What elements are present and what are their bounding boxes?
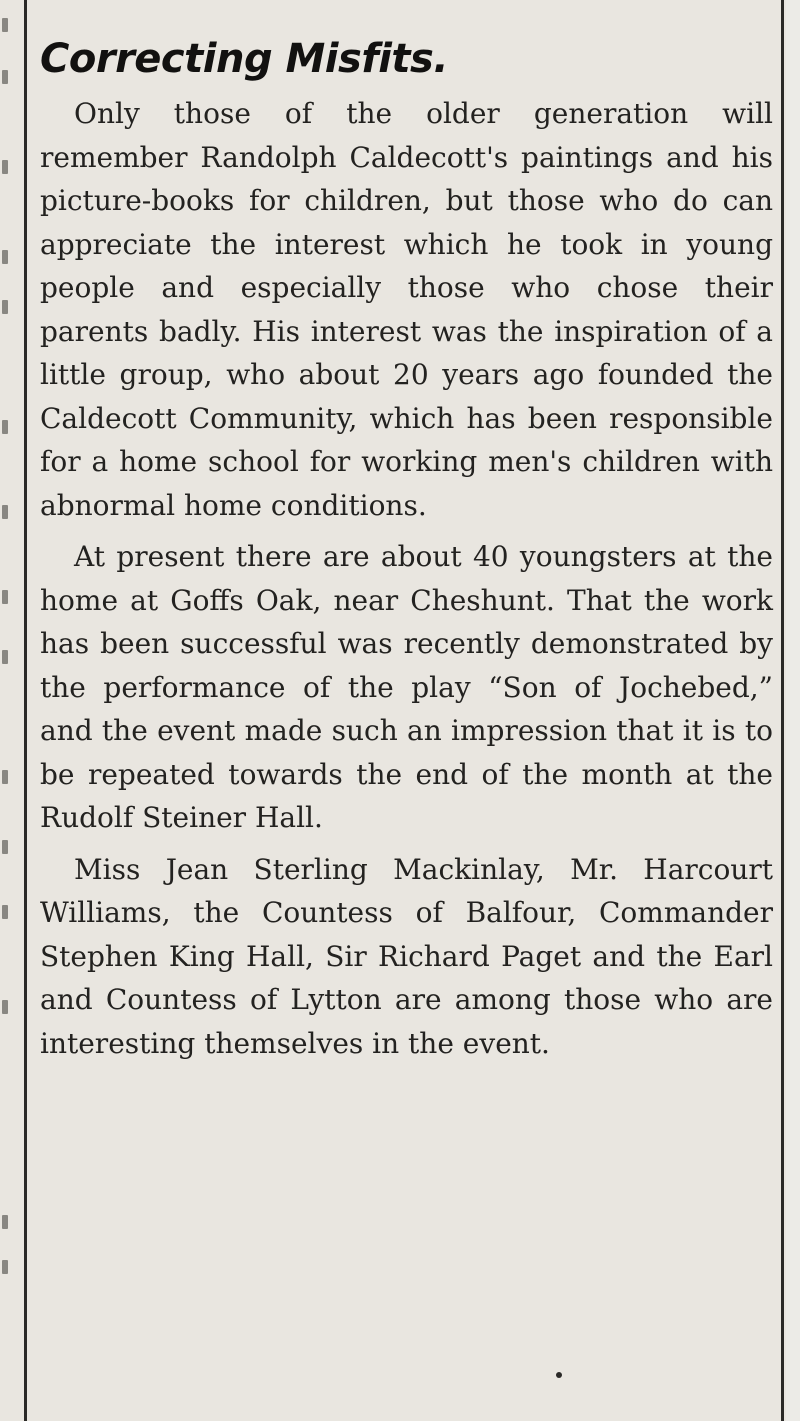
paragraph-gap [40, 840, 773, 848]
ink-fragment [2, 650, 8, 664]
article-paragraph: At present there are about 40 youngsters at the home at Goffs Oak, near Cheshunt. That the work has been successful was recently demonstrated by the performance of the play “Son of Jochebed,” and the event made such an impression that it is to be repeated towards the end of the month at the Rudolf Steiner Hall. [40, 540, 773, 834]
ink-fragment [2, 250, 8, 264]
ink-fragment [2, 1260, 8, 1274]
ink-fragment [2, 770, 8, 784]
column-rule-left [24, 0, 27, 1421]
ink-fragment [2, 840, 8, 854]
page-margin-right [786, 0, 800, 1421]
article-headline: Correcting Misfits. [40, 36, 449, 82]
ink-fragment [2, 1215, 8, 1229]
newspaper-article [40, 30, 773, 1065]
ink-fragment [2, 590, 8, 604]
article-paragraph: Only those of the older generation will remember Randolph Caldecott's paintings and his picture-books for children, but those who do can appreciate the interest which he took in young people and especially those who chose their parents badly. His interest was the inspiration of a little group, who about 20 years ago founded the Caldecott Community, which has been responsible for a home school for working men's children with abnormal home conditions. [40, 97, 773, 522]
ink-fragment [2, 18, 8, 32]
adjacent-column-edge [0, 0, 22, 1421]
article-paragraph: Miss Jean Sterling Mackinlay, Mr. Harcourt Williams, the Countess of Balfour, Commander Stephen King Hall, Sir Richard Paget and the Earl and Countess of Lytton are among those who are interesting themselves in the event. [40, 852, 773, 1060]
column-rule-right [781, 0, 784, 1421]
ink-fragment [2, 505, 8, 519]
ink-fragment [2, 300, 8, 314]
ink-fragment [2, 420, 8, 434]
ink-fragment [2, 905, 8, 919]
ink-speck [556, 1372, 562, 1378]
ink-fragment [2, 70, 8, 84]
paragraph-gap [40, 527, 773, 535]
ink-fragment [2, 1000, 8, 1014]
ink-fragment [2, 160, 8, 174]
